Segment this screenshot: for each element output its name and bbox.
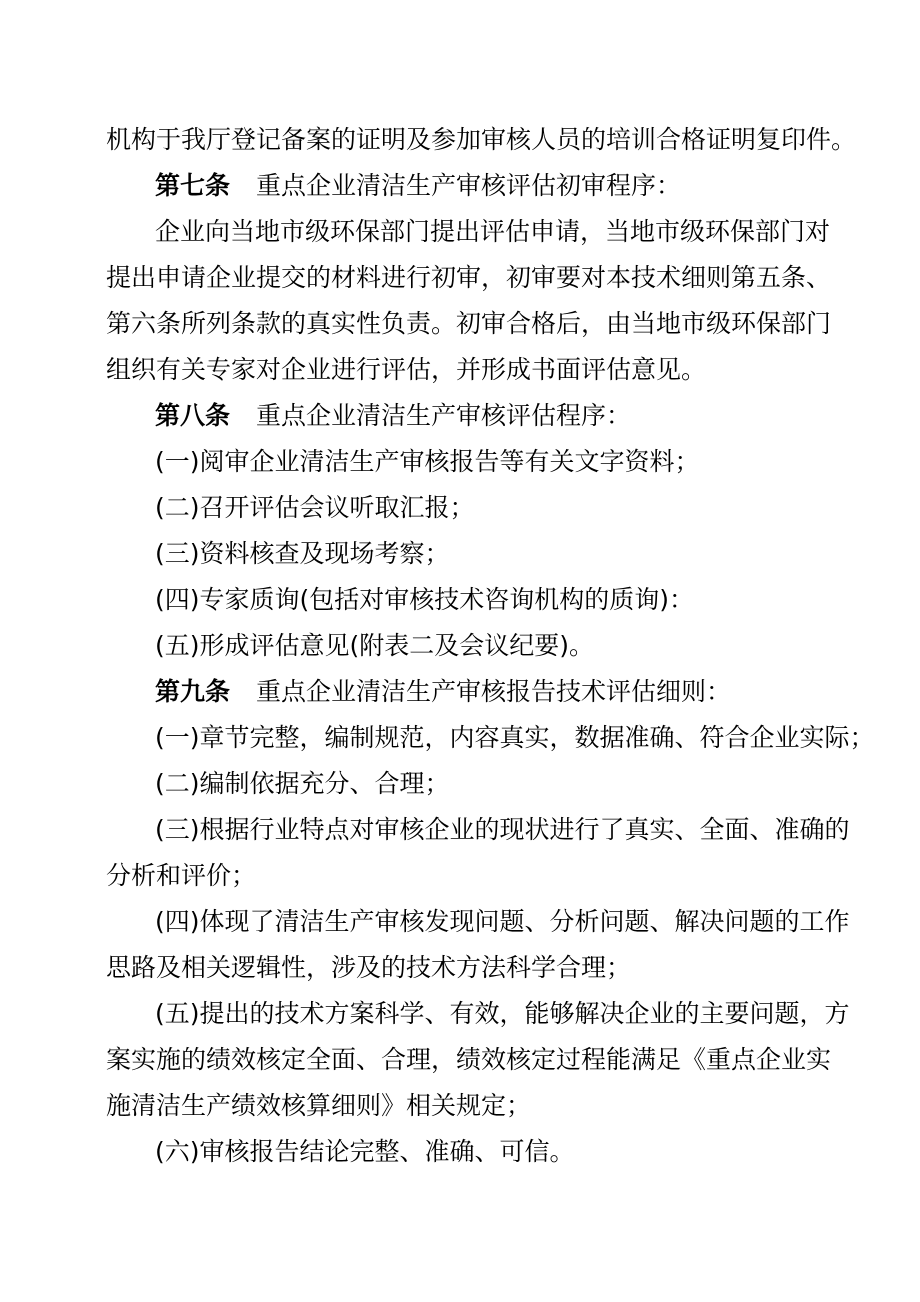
article-9-heading <box>0 669 920 715</box>
paragraph-line: 第六条所列条款的真实性负责。初审合格后，由当地市级环保部门 <box>106 309 832 338</box>
list-item: (二)召开评估会议听取汇报； <box>155 493 475 522</box>
list-item-continuation: 分析和评价； <box>106 861 257 890</box>
paragraph-line: 组织有关专家对企业进行评估，并形成书面评估意见。 <box>106 355 707 384</box>
list-item: (一)章节完整，编制规范，内容真实，数据准确、符合企业实际； <box>155 723 875 752</box>
paragraph-line: 企业向当地市级环保部门提出评估申请，当地市级环保部门对 <box>155 217 831 246</box>
list-item-continuation: 案实施的绩效核定全面、合理，绩效核定过程能满足《重点企业实 <box>106 1045 832 1074</box>
article-title: 重点企业清洁生产审核报告技术评估细则： <box>256 677 732 706</box>
list-item: (一)阅审企业清洁生产审核报告等有关文字资料； <box>155 447 700 476</box>
article-8-heading <box>0 393 920 439</box>
list-item: (五)提出的技术方案科学、有效，能够解决企业的主要问题，方 <box>155 999 850 1028</box>
article-title: 重点企业清洁生产审核评估初审程序： <box>256 171 682 200</box>
article-7-heading <box>0 163 920 209</box>
paragraph-line: 提出申请企业提交的材料进行初审，初审要对本技术细则第五条、 <box>106 263 832 292</box>
list-item: (三)根据行业特点对审核企业的现状进行了真实、全面、准确的 <box>155 815 850 844</box>
paragraph-line: 机构于我厅登记备案的证明及参加审核人员的培训合格证明复印件。 <box>106 125 857 154</box>
list-item: (三)资料核查及现场考察； <box>155 539 450 568</box>
list-item: (二)编制依据充分、合理； <box>155 769 450 798</box>
list-item: (五)形成评估意见(附表二及会议纪要)。 <box>155 631 595 660</box>
list-item-continuation: 思路及相关逻辑性，涉及的技术方法科学合理； <box>106 953 632 982</box>
list-item: (六)审核报告结论完整、准确、可信。 <box>155 1137 575 1166</box>
article-number: 第八条 <box>155 401 231 430</box>
article-number: 第七条 <box>155 171 231 200</box>
list-item-continuation: 施清洁生产绩效核算细则》相关规定； <box>106 1091 532 1120</box>
article-number: 第九条 <box>155 677 231 706</box>
article-title: 重点企业清洁生产审核评估程序： <box>256 401 632 430</box>
list-item: (四)专家质询(包括对审核技术咨询机构的质询)： <box>155 585 695 614</box>
list-item: (四)体现了清洁生产审核发现问题、分析问题、解决问题的工作 <box>155 907 850 936</box>
